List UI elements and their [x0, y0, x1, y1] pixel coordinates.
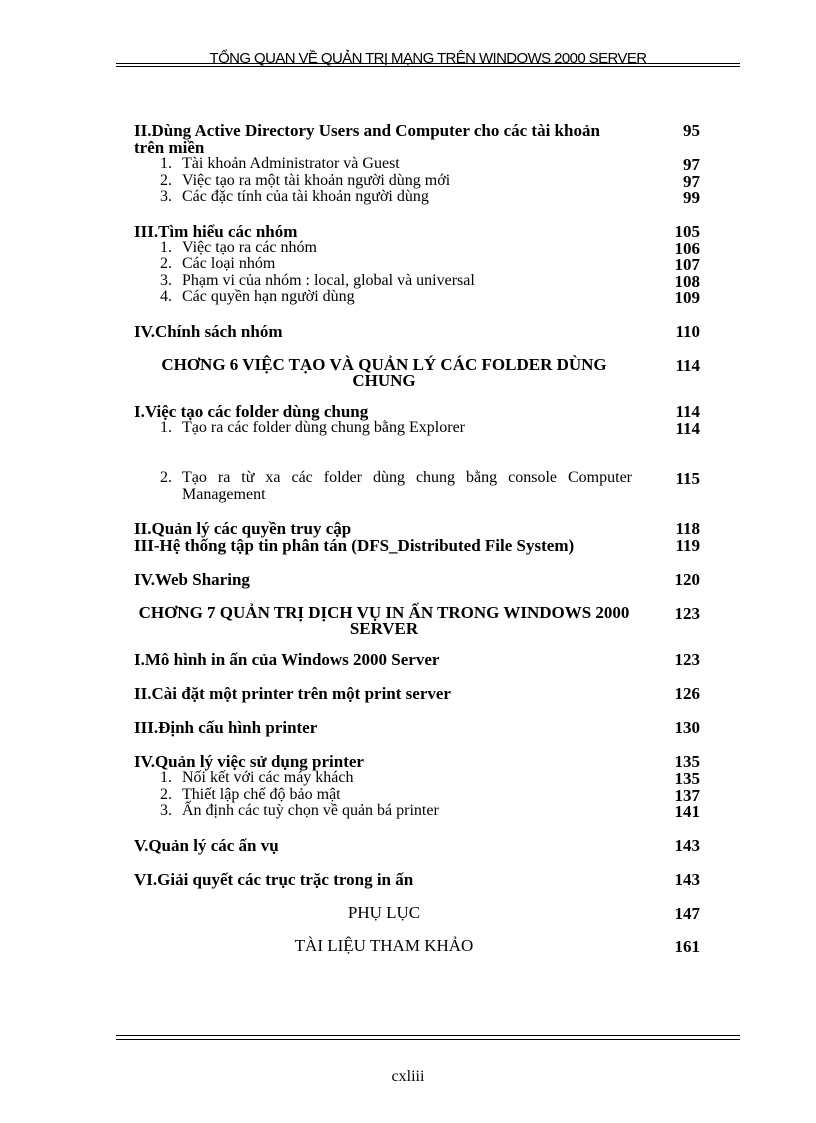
toc-page-number: 135 [674, 752, 700, 771]
toc-item [134, 470, 700, 503]
toc-item-number: 1. [160, 418, 172, 436]
toc-section [134, 520, 700, 537]
toc-item-number: 3. [160, 271, 172, 289]
toc-page-number: 114 [675, 401, 700, 421]
toc-page-number: 120 [674, 570, 700, 589]
toc-page-number: 143 [674, 835, 700, 855]
toc-section-title: II.Cài đặt một printer trên một print server [134, 684, 451, 703]
toc-section [134, 223, 700, 240]
toc-item-number: 3. [160, 802, 172, 819]
toc-section-title: III-Hệ thống tập tin phân tán (DFS_Distributed File System) [134, 536, 575, 555]
toc-item-text: Tài khoản Administrator và Guest [182, 155, 400, 172]
toc-page-number: 97 [683, 155, 700, 174]
toc-section-title: II.Quản lý các quyền truy cập [134, 519, 352, 538]
toc-page-number: 130 [674, 718, 700, 737]
toc-page-number: 108 [674, 271, 700, 291]
toc-item [134, 273, 700, 290]
toc-section-title: VI.Giải quyết các trục trặc trong in ấn [134, 869, 414, 889]
toc-item [134, 420, 700, 437]
toc-page-number: 115 [675, 469, 700, 488]
toc-references-title: TÀI LIỆU THAM KHẢO [294, 935, 474, 955]
toc-item-number: 4. [160, 288, 172, 305]
toc-section-title: V.Quản lý các ấn vụ [134, 835, 279, 855]
toc-item [134, 173, 700, 190]
toc-item [134, 803, 700, 820]
toc-item-text: Phạm vi của nhóm : local, global và universal [182, 271, 475, 289]
toc-page-number: 123 [674, 650, 700, 669]
page-number: cxliii [391, 1068, 425, 1085]
toc-item [134, 156, 700, 173]
toc-references [134, 935, 700, 956]
toc-item-text: Ấn định các tuỳ chọn về quản bá printer [182, 802, 439, 819]
toc-section [134, 571, 700, 588]
toc-section-title: III.Định cấu hình printer [134, 718, 318, 737]
toc-page-number: 114 [675, 418, 700, 438]
toc-item-number: 2. [160, 469, 172, 486]
toc-page-number: 106 [674, 238, 700, 258]
toc-section [134, 871, 700, 888]
toc-item-text: Các đặc tính của tài khoản người dùng [182, 188, 429, 205]
toc-chapter-title: CHƠNG 6 VIỆC TẠO VÀ QUẢN LÝ CÁC FOLDER DÙNG CHUNG [161, 354, 607, 390]
toc-section [134, 651, 700, 668]
toc-section-title: IV.Quản lý việc sử dụng printer [134, 752, 364, 771]
footer-rule-double [116, 1039, 740, 1040]
toc-page-number: 161 [674, 936, 700, 956]
toc-item-number: 2. [160, 255, 172, 272]
toc-chapter [134, 605, 700, 637]
toc-page-number: 147 [674, 903, 700, 923]
toc-item [134, 770, 700, 787]
toc-item-number: 1. [160, 238, 172, 256]
toc-item-number: 1. [160, 769, 172, 786]
running-header: TỔNG QUAN VỀ QUẢN TRỊ MẠNG TRÊN WINDOWS 2000 SERVER [209, 50, 647, 67]
toc-chapter-title: CHƠNG 7 QUẢN TRỊ DỊCH VỤ IN ẤN TRONG WINDOWS 2000 SERVER [138, 603, 630, 638]
toc-page-number: 97 [683, 171, 700, 191]
toc-item-text: Các quyền hạn người dùng [182, 288, 355, 305]
toc-item [134, 240, 700, 257]
toc-chapter [134, 354, 700, 390]
toc-item [134, 787, 700, 804]
toc-appendix [134, 902, 700, 923]
table-of-contents [134, 122, 700, 954]
header-rule-double [116, 66, 740, 67]
toc-section [134, 685, 700, 702]
toc-section-title: II.Dùng Active Directory Users and Computer cho các tài khoản trên miền [134, 121, 600, 157]
header-rule [116, 63, 740, 64]
toc-item-text: Các loại nhóm [182, 255, 276, 272]
toc-page-number: 107 [674, 255, 700, 274]
toc-page-number: 110 [675, 321, 700, 341]
toc-page-number: 114 [675, 355, 700, 375]
toc-page-number: 137 [674, 785, 700, 805]
toc-section-title: I.Mô hình in ấn của Windows 2000 Server [134, 650, 440, 669]
toc-section-title: III.Tìm hiểu các nhóm [134, 221, 298, 241]
toc-page-number: 126 [674, 684, 700, 703]
toc-section [134, 753, 700, 770]
toc-page-number: 119 [675, 536, 700, 555]
toc-section [134, 719, 700, 736]
toc-item-text: Nối kết với các máy khách [182, 769, 354, 786]
toc-item-text: Việc tạo ra một tài khoản người dùng mới [182, 171, 451, 189]
toc-page-number: 141 [674, 802, 700, 821]
toc-page-number: 95 [683, 121, 700, 140]
toc-item-text: Tạo ra từ xa các folder dùng chung bằng console Computer Management [182, 469, 632, 503]
toc-section-title: IV.Web Sharing [134, 570, 250, 589]
toc-page-number: 118 [675, 519, 700, 538]
toc-item [134, 256, 700, 273]
toc-page-number: 109 [674, 288, 700, 307]
toc-item-number: 2. [160, 171, 172, 189]
toc-page-number: 99 [683, 188, 700, 207]
toc-section [134, 122, 700, 156]
toc-item-text: Tạo ra các folder dùng chung bằng Explorer [182, 418, 465, 436]
toc-item [134, 189, 700, 206]
toc-item [134, 289, 700, 306]
toc-section [134, 403, 700, 420]
toc-section-title: IV.Chính sách nhóm [134, 321, 283, 341]
toc-section-title: I.Việc tạo các folder dùng chung [134, 401, 369, 421]
toc-item-text: Việc tạo ra các nhóm [182, 238, 317, 256]
toc-page-number: 105 [674, 221, 700, 241]
toc-section [134, 323, 700, 340]
toc-item-number: 2. [160, 785, 172, 803]
toc-page-number: 135 [674, 769, 700, 788]
toc-page-number: 123 [674, 604, 700, 623]
toc-item-number: 3. [160, 188, 172, 205]
toc-item-number: 1. [160, 155, 172, 172]
toc-item-text: Thiết lập chế độ bảo mật [182, 785, 341, 803]
toc-appendix-title: PHỤ LỤC [347, 902, 421, 922]
toc-section [134, 537, 700, 554]
toc-section [134, 837, 700, 854]
toc-page-number: 143 [674, 869, 700, 889]
footer-rule [116, 1035, 740, 1036]
